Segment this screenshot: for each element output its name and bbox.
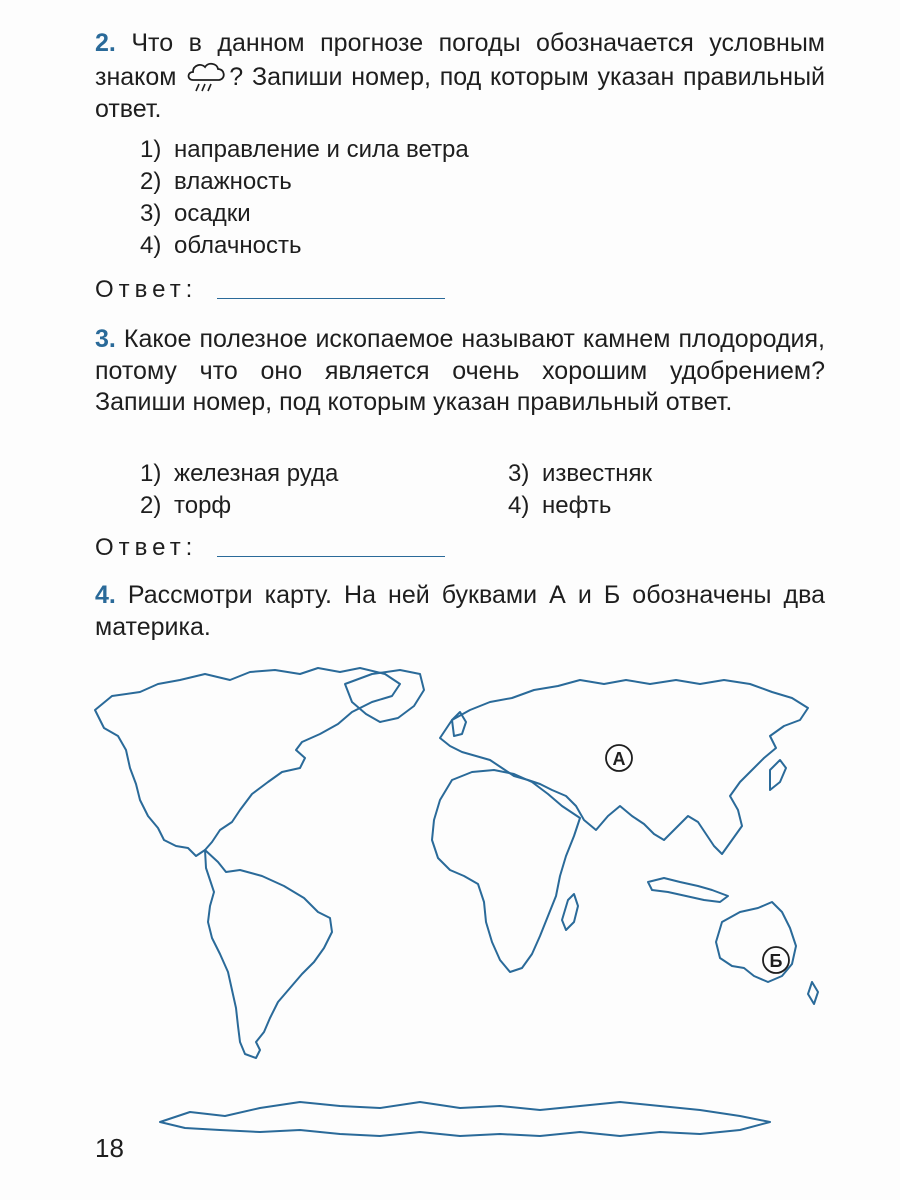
q2-option-1-num: 1)	[140, 136, 162, 163]
q3-option-3-num: 3)	[508, 460, 530, 487]
madagascar-outline	[562, 894, 578, 930]
q2-option-4-num: 4)	[140, 232, 162, 259]
antarctica-outline	[160, 1102, 770, 1136]
north-america-outline	[95, 668, 400, 856]
q2-option-2-num: 2)	[140, 168, 162, 195]
marker-a-label: А	[612, 749, 626, 769]
rain-cloud-icon	[185, 60, 229, 94]
q2-option-2-text: влажность	[174, 168, 292, 195]
q3-answer-field[interactable]	[217, 556, 445, 557]
q3-option-1	[140, 458, 338, 489]
q3-option-4-text: нефть	[542, 492, 612, 519]
q2-option-4	[140, 230, 301, 261]
q3-option-3-text: известняк	[542, 460, 652, 487]
question-4-number: 4.	[95, 581, 116, 609]
question-2-text	[95, 28, 825, 125]
q3-option-3	[508, 458, 652, 489]
q3-option-4-num: 4)	[508, 492, 530, 519]
q3-option-2	[140, 490, 231, 521]
q2-answer-label: Ответ:	[95, 276, 198, 303]
q3-option-2-num: 2)	[140, 492, 162, 519]
q2-option-3-num: 3)	[140, 200, 162, 227]
marker-b-label: Б	[769, 951, 783, 971]
africa-outline	[432, 770, 580, 972]
greenland-outline	[345, 670, 424, 722]
q3-option-4	[508, 490, 611, 521]
south-america-outline	[205, 850, 332, 1058]
question-4-text	[95, 580, 825, 643]
q3-option-1-num: 1)	[140, 460, 162, 487]
q2-option-4-text: облачность	[174, 232, 302, 259]
indonesia-outline	[648, 878, 728, 902]
question-2-text-before: Что в данном прогнозе погоды обозначается условным знаком	[95, 29, 825, 91]
q2-option-1-text: направление и сила ветра	[174, 136, 469, 163]
question-4-body: Рассмотри карту. На ней буквами А и Б обозначены два материка.	[95, 581, 825, 641]
q3-option-1-text: железная руда	[174, 460, 339, 487]
japan-outline	[770, 760, 786, 790]
question-2-text-after: ? Запиши номер, под которым указан правильный ответ.	[95, 62, 825, 123]
q3-answer-label: Ответ:	[95, 534, 198, 561]
q2-option-2	[140, 166, 292, 197]
q2-option-1	[140, 134, 469, 165]
page-number: 18	[95, 1133, 124, 1163]
q3-option-2-text: торф	[174, 492, 232, 519]
question-3-text	[95, 324, 825, 419]
world-map	[0, 650, 900, 1170]
q2-option-3	[140, 198, 251, 229]
question-3-body: Какое полезное ископаемое называют камнем плодородия, потому что оно является очень хорошим удобрением? Запиши номер, под которым указан правильный ответ.	[95, 325, 825, 416]
question-3-number: 3.	[95, 325, 116, 353]
q2-answer-field[interactable]	[217, 298, 445, 299]
question-2-number: 2.	[95, 29, 116, 57]
q2-option-3-text: осадки	[174, 200, 251, 227]
new-zealand-outline	[808, 982, 818, 1004]
